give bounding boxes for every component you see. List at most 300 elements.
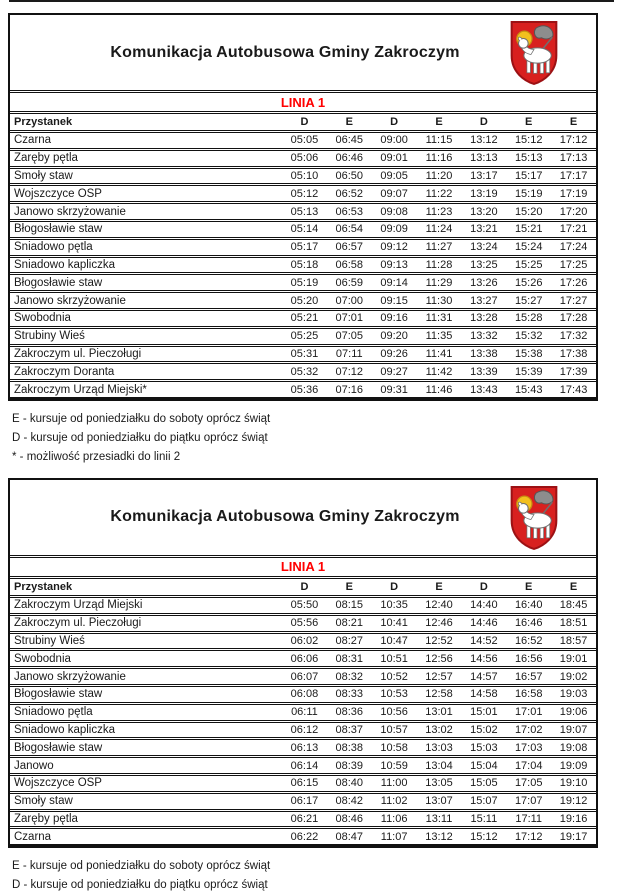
time-cell: 15:20: [514, 205, 543, 218]
time-cell: 09:08: [380, 205, 408, 218]
time-cell: 19:02: [559, 670, 588, 683]
time-cell: 17:43: [559, 383, 588, 396]
time-cell: 06:12: [290, 723, 319, 736]
time-cell: 11:42: [425, 365, 453, 378]
time-cell: 15:32: [514, 330, 543, 343]
time-cell: 15:21: [514, 223, 543, 236]
time-cell: 07:12: [335, 365, 364, 378]
timetable-row: [10, 274, 596, 291]
time-cell: 17:21: [559, 223, 588, 236]
time-cell: 05:25: [290, 330, 319, 343]
time-cell: 08:27: [335, 634, 364, 647]
time-cell: 17:04: [514, 759, 543, 772]
timetable-row: [10, 239, 596, 256]
time-cell: 09:09: [380, 223, 408, 236]
time-cell: 17:13: [559, 152, 588, 165]
time-cell: 17:38: [559, 347, 588, 360]
timetable-row: [10, 739, 596, 756]
time-cell: 11:35: [425, 330, 453, 343]
time-cell: 19:17: [559, 830, 588, 843]
time-cell: 08:32: [335, 670, 364, 683]
time-cell: 06:54: [335, 223, 364, 236]
stop-name-cell: Smoły staw: [14, 795, 73, 808]
time-cell: 07:16: [335, 383, 364, 396]
stop-name-cell: Śniadowo kapliczka: [14, 258, 116, 271]
time-cell: 16:46: [514, 617, 543, 630]
time-cell: 06:21: [290, 812, 319, 825]
time-cell: 05:18: [290, 258, 319, 271]
time-cell: 14:58: [470, 688, 498, 701]
time-cell: 10:51: [380, 652, 408, 665]
stop-name-cell: Zakroczym ul. Pieczoługi: [14, 347, 142, 360]
time-cell: 15:01: [470, 706, 498, 719]
time-cell: 19:16: [559, 812, 588, 825]
time-cell: 14:57: [470, 670, 498, 683]
time-cell: 06:14: [290, 759, 319, 772]
time-cell: 11:07: [380, 830, 408, 843]
time-cell: 11:27: [425, 241, 453, 254]
day-code-column-header: E: [345, 116, 353, 128]
time-cell: 08:31: [335, 652, 364, 665]
time-cell: 14:52: [470, 634, 498, 647]
time-cell: 11:23: [425, 205, 453, 218]
time-cell: 13:24: [470, 241, 498, 254]
table-title-row: [10, 15, 596, 91]
time-cell: 06:15: [290, 777, 319, 790]
day-code-column-header: E: [525, 116, 533, 128]
time-cell: 06:17: [290, 795, 319, 808]
time-cell: 17:07: [514, 795, 543, 808]
time-cell: 08:38: [335, 741, 364, 754]
time-cell: 06:57: [335, 241, 364, 254]
time-cell: 10:35: [380, 599, 408, 612]
time-cell: 09:05: [380, 169, 408, 182]
line-label: [10, 557, 596, 577]
timetable-row: [10, 793, 596, 810]
time-cell: 13:28: [470, 312, 498, 325]
time-cell: 08:39: [335, 759, 364, 772]
stop-name-cell: Strubiny Wieś: [14, 634, 85, 647]
time-cell: 15:38: [514, 347, 543, 360]
time-cell: 05:06: [290, 152, 319, 165]
stop-name-cell: Janowo: [14, 759, 54, 772]
stop-name-cell: Swobodnia: [14, 312, 71, 325]
time-cell: 06:45: [335, 134, 364, 147]
table-title-row: [10, 480, 596, 556]
time-cell: 15:27: [514, 294, 543, 307]
timetable-row: [10, 686, 596, 703]
time-cell: 12:40: [425, 599, 453, 612]
footnote-line: E - kursuje od poniedziałku do soboty oprócz świąt: [12, 860, 271, 873]
time-cell: 15:07: [470, 795, 498, 808]
timetable-linia1-direction-1: [8, 13, 598, 401]
timetable-row: [10, 168, 596, 185]
time-cell: 06:11: [291, 706, 318, 719]
time-cell: 17:05: [514, 777, 543, 790]
time-cell: 08:15: [335, 599, 364, 612]
time-cell: 10:53: [380, 688, 408, 701]
timetable-row: [10, 381, 596, 398]
time-cell: 08:42: [335, 795, 364, 808]
time-cell: 13:17: [470, 169, 498, 182]
time-cell: 06:06: [290, 652, 319, 665]
time-cell: 15:28: [514, 312, 543, 325]
timetable-row: [10, 292, 596, 309]
time-cell: 11:06: [380, 812, 408, 825]
time-cell: 06:50: [335, 169, 364, 182]
timetable-rows: [10, 132, 596, 398]
stop-name-cell: Śniadowo pętla: [14, 706, 93, 719]
timetable-row: [10, 811, 596, 828]
document-title: Komunikacja Autobusowa Gminy Zakroczym: [110, 43, 460, 61]
time-cell: 09:31: [380, 383, 408, 396]
time-cell: 17:12: [514, 830, 543, 843]
line-label-text: LINIA 1: [280, 559, 326, 575]
time-cell: 13:05: [425, 777, 453, 790]
time-cell: 15:17: [514, 169, 543, 182]
timetable-row: [10, 757, 596, 774]
time-cell: 06:59: [335, 276, 364, 289]
timetable-row: [10, 185, 596, 202]
time-cell: 11:02: [380, 795, 408, 808]
timetable-row: [10, 150, 596, 167]
time-cell: 11:29: [425, 276, 453, 289]
day-code-column-header: D: [300, 116, 309, 128]
footnote-line: * - możliwość przesiadki do linii 2: [12, 450, 181, 463]
time-cell: 06:22: [290, 830, 319, 843]
line-label-text: LINIA 1: [280, 94, 326, 110]
stop-name-cell: Janowo skrzyżowanie: [14, 294, 126, 307]
timetable-row: [10, 668, 596, 685]
time-cell: 19:06: [559, 706, 588, 719]
zakroczym-coat-of-arms-icon: [508, 485, 560, 551]
timetable-row: [10, 346, 596, 363]
time-cell: 11:30: [425, 294, 453, 307]
time-cell: 15:05: [470, 777, 498, 790]
time-cell: 06:02: [290, 634, 319, 647]
stop-name-cell: Błogosławie staw: [14, 276, 103, 289]
time-cell: 16:57: [514, 670, 543, 683]
time-cell: 13:02: [425, 723, 453, 736]
time-cell: 06:13: [290, 741, 319, 754]
time-cell: 05:56: [290, 617, 319, 630]
time-cell: 13:38: [470, 347, 498, 360]
footnote-line: D - kursuje od poniedziałku do piątku oprócz świąt: [12, 431, 268, 444]
time-cell: 19:08: [559, 741, 588, 754]
stop-column-header: Przystanek: [14, 580, 73, 593]
time-cell: 11:20: [425, 169, 453, 182]
time-cell: 14:46: [470, 617, 498, 630]
time-cell: 07:11: [335, 347, 363, 360]
page-top-rule: [9, 0, 614, 2]
footnotes-table-2: [12, 857, 622, 895]
time-cell: 05:13: [290, 205, 319, 218]
day-code-column-header: D: [390, 580, 399, 593]
time-cell: 09:15: [380, 294, 408, 307]
zakroczym-coat-of-arms-icon: [508, 20, 560, 86]
time-cell: 05:17: [290, 241, 319, 254]
time-cell: 08:40: [335, 777, 364, 790]
time-cell: 15:24: [514, 241, 543, 254]
time-cell: 11:28: [425, 258, 453, 271]
time-cell: 15:26: [514, 276, 543, 289]
time-cell: 13:32: [470, 330, 498, 343]
line-label: [10, 92, 596, 112]
time-cell: 15:04: [470, 759, 498, 772]
time-cell: 07:01: [335, 312, 364, 325]
stop-name-cell: Janowo skrzyżowanie: [14, 205, 126, 218]
timetable-row: [10, 650, 596, 667]
time-cell: 18:51: [559, 617, 588, 630]
stop-name-cell: Wojszczyce OSP: [14, 187, 102, 200]
time-cell: 17:20: [559, 205, 588, 218]
time-cell: 16:40: [514, 599, 543, 612]
time-cell: 15:02: [470, 723, 498, 736]
time-cell: 17:26: [559, 276, 588, 289]
time-cell: 10:57: [380, 723, 408, 736]
timetable-row: [10, 203, 596, 220]
stop-name-cell: Swobodnia: [14, 652, 71, 665]
time-cell: 11:00: [380, 777, 408, 790]
time-cell: 19:01: [559, 652, 588, 665]
day-code-column-header: E: [435, 116, 443, 128]
time-cell: 18:45: [559, 599, 588, 612]
time-cell: 12:52: [425, 634, 453, 647]
time-cell: 19:07: [559, 723, 588, 736]
timetable-row: [10, 221, 596, 238]
time-cell: 11:31: [425, 312, 453, 325]
time-cell: 10:59: [380, 759, 408, 772]
time-cell: 08:46: [335, 812, 364, 825]
footnote-line: E - kursuje od poniedziałku do soboty oprócz świąt: [12, 412, 271, 425]
time-cell: 10:47: [380, 634, 408, 647]
time-cell: 12:58: [425, 688, 453, 701]
time-cell: 11:16: [425, 152, 453, 165]
stop-name-cell: Zakroczym Doranta: [14, 365, 115, 378]
time-cell: 09:00: [380, 134, 408, 147]
timetable-row: [10, 722, 596, 739]
time-cell: 19:10: [559, 777, 588, 790]
time-cell: 08:33: [335, 688, 364, 701]
time-cell: 11:41: [425, 347, 453, 360]
time-cell: 13:39: [470, 365, 498, 378]
time-cell: 12:57: [425, 670, 453, 683]
time-cell: 05:36: [290, 383, 319, 396]
time-cell: 09:16: [380, 312, 408, 325]
time-cell: 16:56: [514, 652, 543, 665]
time-cell: 13:12: [470, 134, 498, 147]
column-header-row: [10, 578, 596, 596]
time-cell: 16:58: [514, 688, 543, 701]
time-cell: 15:12: [470, 830, 498, 843]
document-title: Komunikacja Autobusowa Gminy Zakroczym: [110, 508, 460, 526]
timetable-row: [10, 328, 596, 345]
time-cell: 13:20: [470, 205, 498, 218]
timetable-row: [10, 257, 596, 274]
stop-column-header: Przystanek: [14, 116, 73, 128]
timetable-row: [10, 615, 596, 632]
time-cell: 17:19: [559, 187, 588, 200]
time-cell: 14:56: [470, 652, 498, 665]
time-cell: 13:13: [470, 152, 498, 165]
time-cell: 06:08: [290, 688, 319, 701]
day-code-column-header: D: [390, 116, 399, 128]
timetable-row: [10, 310, 596, 327]
time-cell: 08:37: [335, 723, 364, 736]
time-cell: 09:07: [380, 187, 408, 200]
time-cell: 17:25: [559, 258, 588, 271]
stop-name-cell: Smoły staw: [14, 169, 73, 182]
footnote-line: D - kursuje od poniedziałku do piątku oprócz świąt: [12, 879, 268, 892]
time-cell: 13:25: [470, 258, 498, 271]
time-cell: 05:50: [290, 599, 319, 612]
stop-name-cell: Strubiny Wieś: [14, 330, 85, 343]
time-cell: 19:12: [559, 795, 588, 808]
time-cell: 12:46: [425, 617, 453, 630]
time-cell: 13:21: [470, 223, 498, 236]
time-cell: 17:12: [559, 134, 588, 147]
time-cell: 06:58: [335, 258, 364, 271]
day-code-column-header: E: [525, 580, 533, 593]
time-cell: 17:11: [515, 812, 543, 825]
time-cell: 17:03: [514, 741, 543, 754]
time-cell: 15:13: [514, 152, 543, 165]
time-cell: 17:02: [514, 723, 543, 736]
time-cell: 13:07: [425, 795, 453, 808]
time-cell: 05:10: [290, 169, 319, 182]
time-cell: 17:24: [559, 241, 588, 254]
time-cell: 17:39: [559, 365, 588, 378]
time-cell: 15:43: [514, 383, 543, 396]
time-cell: 05:19: [290, 276, 319, 289]
footnotes-table-1: [12, 410, 622, 467]
stop-name-cell: Śniadowo kapliczka: [14, 723, 116, 736]
time-cell: 05:31: [290, 347, 319, 360]
stop-name-cell: Zaręby pętla: [14, 812, 78, 825]
stop-name-cell: Czarna: [14, 134, 52, 147]
time-cell: 15:12: [514, 134, 543, 147]
time-cell: 15:39: [514, 365, 543, 378]
time-cell: 09:13: [380, 258, 408, 271]
time-cell: 11:22: [425, 187, 453, 200]
time-cell: 17:17: [559, 169, 588, 182]
time-cell: 13:26: [470, 276, 498, 289]
time-cell: 05:20: [290, 294, 319, 307]
time-cell: 17:28: [559, 312, 588, 325]
time-cell: 06:07: [290, 670, 319, 683]
time-cell: 13:01: [425, 706, 453, 719]
time-cell: 16:52: [514, 634, 543, 647]
stop-name-cell: Wojszczyce OSP: [14, 777, 102, 790]
timetable-rows: [10, 597, 596, 845]
stop-name-cell: Zaręby pętla: [14, 152, 78, 165]
stop-name-cell: Błogosławie staw: [14, 223, 103, 236]
timetable-row: [10, 132, 596, 149]
timetable-row: [10, 828, 596, 845]
time-cell: 05:12: [290, 187, 319, 200]
time-cell: 13:19: [470, 187, 498, 200]
time-cell: 13:04: [425, 759, 453, 772]
timetable-row: [10, 597, 596, 614]
column-header-row: [10, 113, 596, 131]
time-cell: 13:03: [425, 741, 453, 754]
stop-name-cell: Błogosławie staw: [14, 688, 103, 701]
timetable-row: [10, 704, 596, 721]
time-cell: 13:27: [470, 294, 498, 307]
time-cell: 09:14: [380, 276, 408, 289]
time-cell: 05:21: [290, 312, 319, 325]
stop-name-cell: Zakroczym Urząd Miejski: [14, 599, 143, 612]
timetable-row: [10, 633, 596, 650]
timetable-row: [10, 775, 596, 792]
time-cell: 17:32: [559, 330, 588, 343]
time-cell: 09:20: [380, 330, 408, 343]
time-cell: 10:56: [380, 706, 408, 719]
time-cell: 12:56: [425, 652, 453, 665]
time-cell: 13:11: [425, 812, 453, 825]
time-cell: 13:12: [425, 830, 453, 843]
time-cell: 18:57: [559, 634, 588, 647]
time-cell: 10:41: [380, 617, 408, 630]
time-cell: 09:12: [380, 241, 408, 254]
time-cell: 15:19: [514, 187, 543, 200]
day-code-column-header: E: [435, 580, 443, 593]
stop-name-cell: Czarna: [14, 830, 52, 843]
day-code-column-header: E: [569, 580, 578, 593]
time-cell: 05:32: [290, 365, 319, 378]
day-code-column-header: D: [479, 580, 488, 593]
time-cell: 15:03: [470, 741, 498, 754]
timetable-linia1-direction-2: [8, 478, 598, 848]
time-cell: 10:52: [380, 670, 408, 683]
time-cell: 07:00: [335, 294, 364, 307]
time-cell: 05:05: [290, 134, 319, 147]
time-cell: 08:47: [335, 830, 364, 843]
time-cell: 14:40: [470, 599, 498, 612]
day-code-column-header: E: [345, 580, 353, 593]
time-cell: 07:05: [335, 330, 364, 343]
time-cell: 17:27: [559, 294, 588, 307]
stop-name-cell: Zakroczym Urząd Miejski*: [14, 383, 147, 396]
time-cell: 06:53: [335, 205, 364, 218]
time-cell: 08:21: [335, 617, 364, 630]
time-cell: 19:03: [559, 688, 588, 701]
time-cell: 11:46: [425, 383, 453, 396]
day-code-column-header: D: [479, 116, 488, 128]
time-cell: 15:11: [470, 812, 498, 825]
day-code-column-header: D: [300, 580, 309, 593]
time-cell: 15:25: [514, 258, 543, 271]
time-cell: 05:14: [290, 223, 319, 236]
time-cell: 11:24: [425, 223, 453, 236]
stop-name-cell: Błogosławie staw: [14, 741, 103, 754]
time-cell: 11:15: [425, 134, 453, 147]
time-cell: 13:43: [470, 383, 498, 396]
time-cell: 06:46: [335, 152, 364, 165]
day-code-column-header: E: [569, 116, 578, 128]
time-cell: 08:36: [335, 706, 364, 719]
time-cell: 06:52: [335, 187, 364, 200]
time-cell: 10:58: [380, 741, 408, 754]
time-cell: 09:26: [380, 347, 408, 360]
stop-name-cell: Janowo skrzyżowanie: [14, 670, 126, 683]
time-cell: 09:27: [380, 365, 408, 378]
time-cell: 17:01: [514, 706, 543, 719]
stop-name-cell: Śniadowo pętla: [14, 241, 93, 254]
stop-name-cell: Zakroczym ul. Pieczoługi: [14, 617, 142, 630]
timetable-row: [10, 363, 596, 380]
time-cell: 19:09: [559, 759, 588, 772]
